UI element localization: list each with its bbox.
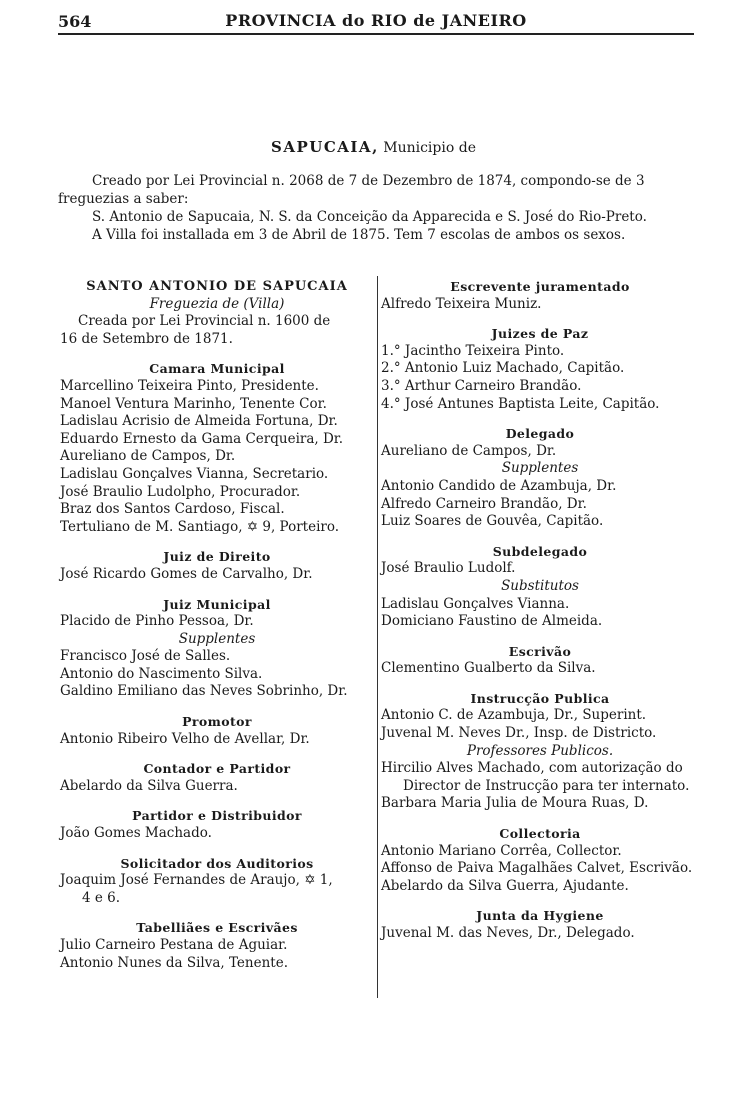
intro-paragraph-1: Creado por Lei Provincial n. 2068 de 7 de Dezembro de 1874, compondo-se de 3 freguezias a saber: [58, 173, 645, 207]
list-item: Luiz Soares de Gouvêa, Capitão. [381, 513, 604, 530]
parish-creation-date: 16 de Setembro de 1871. [60, 330, 233, 347]
parish-title: SANTO ANTONIO DE SAPUCAIA [86, 279, 348, 294]
list-item: Ladislau Gonçalves Vianna. [381, 595, 570, 612]
list-item: Francisco José de Salles. [60, 648, 231, 665]
list-item: Galdino Emiliano das Neves Sobrinho, Dr. [60, 683, 348, 700]
parish-section [60, 278, 374, 348]
list-item: Ladislau Acrisio de Almeida Fortuna, Dr. [60, 413, 338, 430]
list-item: Aureliano de Campos, Dr. [60, 448, 236, 465]
section-heading: Tabelliães e Escrivães [136, 920, 298, 936]
list-item: José Braulio Ludolpho, Procurador. [60, 483, 301, 500]
parish-subtitle: Freguezia de (Villa) [149, 295, 285, 312]
list-item: Aureliano de Campos, Dr. [381, 442, 557, 459]
list-item: Antonio Mariano Corrêa, Collector. [381, 842, 622, 859]
header-rule [58, 33, 694, 35]
contador-section [60, 760, 374, 795]
distribuidor-section [60, 807, 374, 842]
section-heading: Juiz Municipal [163, 596, 271, 612]
list-item: Abelardo da Silva Guerra. [60, 777, 238, 794]
municipality-title [0, 138, 747, 156]
intro-text [58, 172, 694, 244]
list-item: Antonio Candido de Azambuja, Dr. [381, 477, 617, 494]
list-item: Ladislau Gonçalves Vianna, Secretario. [60, 465, 329, 482]
list-item: Antonio do Nascimento Silva. [60, 665, 263, 682]
camara-section [60, 360, 374, 536]
section-heading: Camara Municipal [149, 361, 285, 377]
section-heading: Escrevente juramentado [450, 279, 630, 294]
collectoria-section [381, 825, 699, 895]
list-item: Tertuliano de M. Santiago, ✡ 9, Porteiro. [60, 518, 340, 535]
list-item-continuation: 4 e 6. [82, 889, 121, 906]
list-item: Manoel Ventura Marinho, Tenente Cor. [60, 395, 327, 412]
section-heading: Juizes de Paz [491, 326, 589, 342]
running-title: PROVINCIA do RIO de JANEIRO [225, 11, 527, 30]
list-item: José Braulio Ludolf. [381, 560, 516, 577]
list-item: Antonio C. de Azambuja, Dr., Superint. [381, 707, 647, 724]
list-item: Placido de Pinho Pessoa, Dr. [60, 613, 254, 630]
section-heading: Promotor [182, 714, 252, 730]
list-item: 3.° Arthur Carneiro Brandão. [381, 377, 582, 394]
juiz-direito-section [60, 548, 374, 583]
list-item: Marcellino Teixeira Pinto, Presidente. [60, 377, 319, 394]
list-item: Alfredo Teixeira Muniz. [381, 295, 542, 312]
list-item: Domiciano Faustino de Almeida. [381, 613, 603, 630]
intro-paragraph-2: S. Antonio de Sapucaia, N. S. da Conceição da Apparecida e S. José do Rio-Preto. [92, 209, 647, 225]
list-item: Affonso de Paiva Magalhães Calvet, Escrivão. [381, 860, 693, 877]
delegado-section [381, 425, 699, 531]
running-header [58, 10, 694, 32]
solicitador-section [60, 855, 374, 908]
section-heading: Partidor e Distribuidor [132, 808, 302, 824]
list-item: Barbara Maria Julia de Moura Ruas, D. [381, 795, 649, 812]
municipality-label: Municipio de [383, 140, 476, 156]
right-column [381, 278, 699, 955]
column-divider [377, 276, 378, 998]
list-item: Juvenal M. das Neves, Dr., Delegado. [381, 925, 635, 941]
list-item: Clementino Gualberto da Silva. [381, 660, 596, 677]
subsection-heading: Supplentes [501, 460, 579, 477]
list-item: Juvenal M. Neves Dr., Insp. de Districto. [381, 725, 657, 742]
list-item: 4.° José Antunes Baptista Leite, Capitão. [381, 395, 660, 412]
section-heading: Collectoria [499, 826, 581, 842]
list-item: José Ricardo Gomes de Carvalho, Dr. [60, 565, 313, 582]
section-heading: Solicitador dos Auditorios [120, 855, 314, 871]
list-item: Julio Carneiro Pestana de Aguiar. [60, 937, 288, 953]
list-item: Braz dos Santos Cardoso, Fiscal. [60, 501, 285, 518]
list-item: Joaquim José Fernandes de Araujo, ✡ 1, [60, 872, 333, 889]
escrevente-section [381, 278, 699, 313]
instrucao-section [381, 690, 699, 813]
list-item: João Gomes Machado. [60, 825, 212, 842]
parish-creation-line: Creada por Lei Provincial n. 1600 de [78, 313, 331, 330]
left-column [60, 278, 374, 984]
section-heading: Subdelegado [492, 543, 588, 559]
section-heading: Juiz de Direito [163, 549, 271, 565]
subdelegado-section [381, 543, 699, 631]
promotor-section [60, 713, 374, 748]
intro-paragraph-3: A Villa foi installada em 3 de Abril de 1875. Tem 7 escolas de ambos os sexos. [92, 227, 626, 243]
tabelliaes-section [60, 919, 374, 972]
municipality-name: SAPUCAIA, [271, 138, 379, 156]
list-item: Alfredo Carneiro Brandão, Dr. [381, 495, 587, 512]
list-item: Hircilio Alves Machado, com autorização do [381, 760, 683, 777]
section-heading: Delegado [505, 426, 575, 442]
section-heading: Junta da Hygiene [476, 908, 604, 924]
list-item: Eduardo Ernesto da Gama Cerqueira, Dr. [60, 430, 344, 447]
section-heading: Instrucção Publica [470, 690, 610, 706]
list-item: 2.° Antonio Luiz Machado, Capitão. [381, 360, 625, 377]
list-item-continuation: Director de Instrucção para ter internato. [403, 777, 690, 794]
juiz-municipal-section [60, 596, 374, 702]
list-item: 1.° Jacintho Teixeira Pinto. [381, 342, 565, 359]
subsection-heading: Supplentes [178, 630, 256, 647]
subsection-heading: Substitutos [501, 577, 579, 594]
list-item: Antonio Nunes da Silva, Tenente. [60, 954, 288, 971]
list-item: Antonio Ribeiro Velho de Avellar, Dr. [60, 730, 310, 747]
page-number: 564 [58, 12, 92, 31]
escrivao-section [381, 643, 699, 678]
junta-section [381, 907, 699, 942]
section-heading: Escrivão [508, 643, 572, 659]
list-item: Abelardo da Silva Guerra, Ajudante. [381, 877, 629, 894]
subsection-heading: Professores Publicos. [466, 742, 614, 759]
juizes-paz-section [381, 325, 699, 413]
section-heading: Contador e Partidor [143, 761, 291, 777]
